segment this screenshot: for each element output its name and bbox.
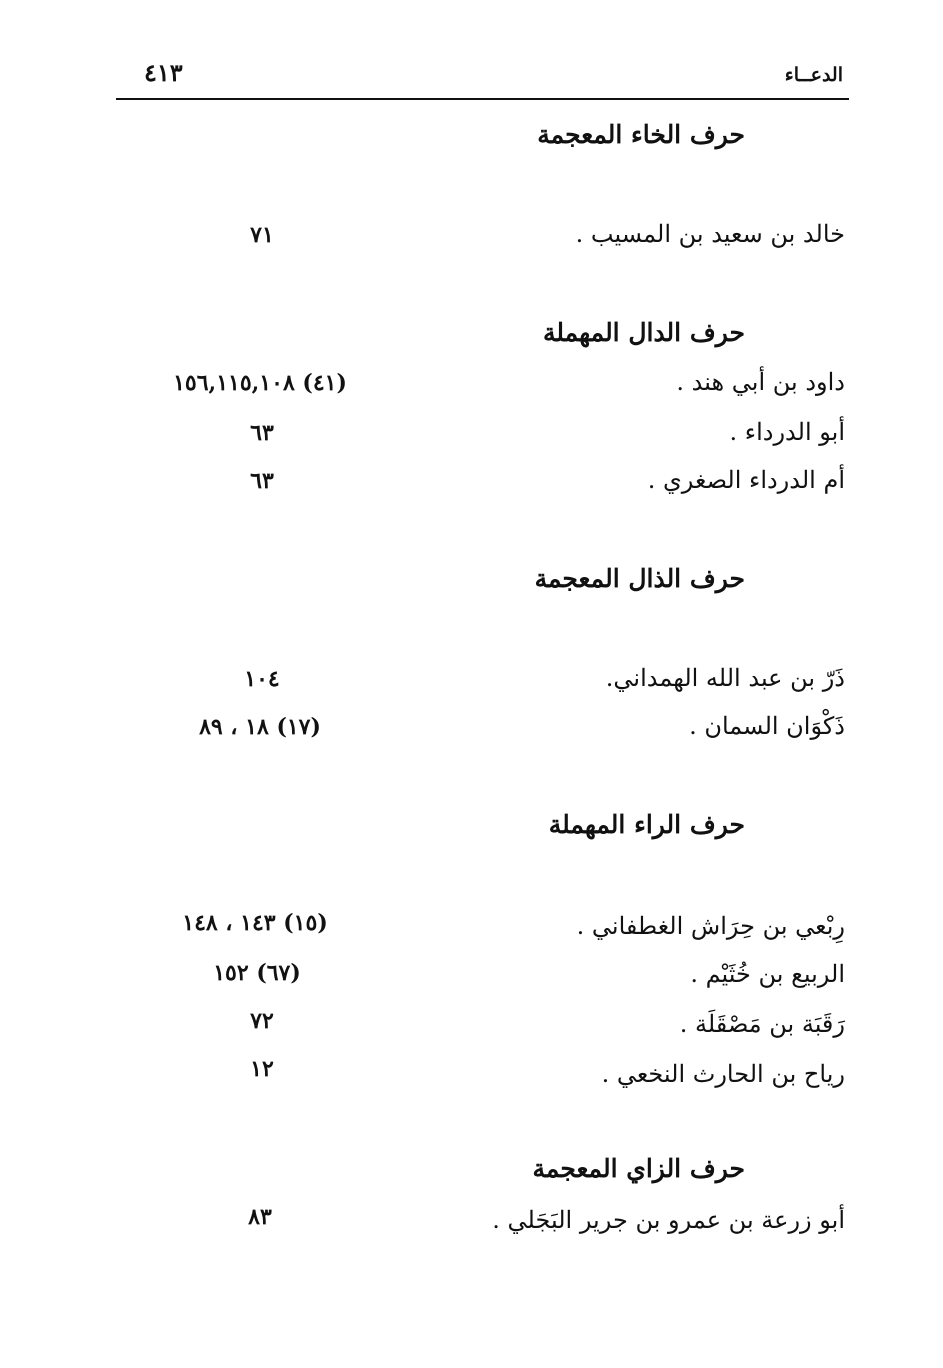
index-entry-pages: ٨٣ xyxy=(248,1204,272,1230)
index-entry-name: أبو زرعة بن عمرو بن جرير البَجَلي . xyxy=(492,1206,845,1234)
index-entry-pages: (١٧) ١٨ ، ٨٩ xyxy=(199,714,321,740)
index-entry-pages: (٤١) ١٥٦,١١٥,١٠٨ xyxy=(173,370,347,396)
running-title: الدعــاء xyxy=(784,64,843,86)
index-entry-pages: ٦٣ xyxy=(250,468,274,494)
section-heading-kha: حرف الخاء المعجمة xyxy=(537,120,745,149)
header-rule xyxy=(116,98,849,100)
page-number: ٤١٣ xyxy=(144,58,183,87)
index-entry-pages: ١٠٤ xyxy=(244,666,280,692)
index-entry-pages: ٧٢ xyxy=(250,1008,274,1034)
index-entry-pages: (٦٧) ١٥٢ xyxy=(213,960,301,986)
section-heading-dhal: حرف الذال المعجمة xyxy=(534,564,745,593)
section-heading-ra: حرف الراء المهملة xyxy=(548,810,745,839)
index-entry-name: أبو الدرداء . xyxy=(729,418,845,446)
index-entry-name: ذَكْوَان السمان . xyxy=(689,712,845,740)
index-entry-name: رياح بن الحارث النخعي . xyxy=(601,1060,845,1088)
index-entry-pages: ٦٣ xyxy=(250,420,274,446)
index-entry-name: الربيع بن خُثَيْم . xyxy=(690,960,845,988)
index-entry-name: داود بن أبي هند . xyxy=(676,368,845,396)
section-heading-dal: حرف الدال المهملة xyxy=(542,318,745,347)
section-heading-zay: حرف الزاي المعجمة xyxy=(532,1154,745,1183)
index-entry-name: رَقَبَة بن مَصْقَلَة . xyxy=(679,1010,845,1038)
index-entry-name: ذَرّ بن عبد الله الهمداني. xyxy=(605,664,845,692)
index-entry-name: أم الدرداء الصغري . xyxy=(647,466,845,494)
index-entry-name: خالد بن سعيد بن المسيب . xyxy=(575,220,845,248)
index-entry-pages: (١٥) ١٤٣ ، ١٤٨ xyxy=(182,910,328,936)
index-entry-pages: ١٢ xyxy=(250,1056,274,1082)
index-entry-name: رِبْعي بن حِرَاش الغطفاني . xyxy=(576,912,845,940)
index-entry-pages: ٧١ xyxy=(250,222,274,248)
